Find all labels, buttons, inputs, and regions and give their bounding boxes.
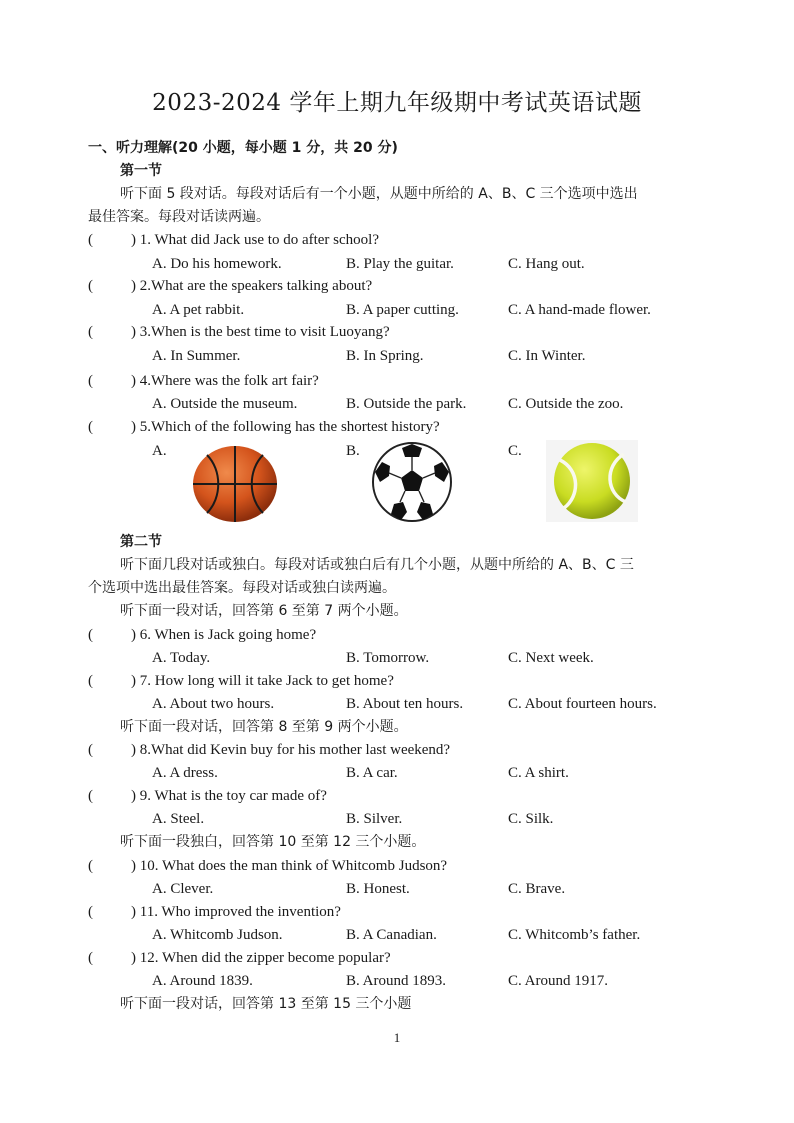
q12-option-b: B. Around 1893. [346,973,447,989]
q6-option-c: C. Next week. [508,650,594,666]
q4-option-b: B. Outside the park. [346,396,467,412]
q7-option-c: C. About fourteen hours. [508,696,657,712]
q11-option-a: A. Whitcomb Judson. [152,927,283,943]
q1-option-b: B. Play the guitar. [346,256,454,272]
q5-option-b: B. [346,443,360,459]
section2-instruction-line1: 听下面几段对话或独白。每段对话或独白后有几个小题，从题中所给的 A、B、C 三 [120,557,634,573]
answer-blank[interactable]: ( [88,324,93,340]
page-title: 2023-2024 学年上期九年级期中考试英语试题 [152,90,642,116]
q4-option-c: C. Outside the zoo. [508,396,624,412]
q1-option-c: C. Hang out. [508,256,585,272]
question-6: ) 6. When is Jack going home? [131,627,317,643]
q2-option-b: B. A paper cutting. [346,302,459,318]
question-8: ) 8.What did Kevin buy for his mother last weekend? [131,742,451,758]
q12-option-a: A. Around 1839. [152,973,253,989]
q1-option-a: A. Do his homework. [152,256,282,272]
part1-heading: 一、听力理解(20 小题，每小题 1 分，共 20 分) [88,140,398,156]
question-7: ) 7. How long will it take Jack to get home? [131,673,394,689]
soccer-ball-icon [370,440,454,524]
section2-instruction-line2: 个选项中选出最佳答案。每段对话或独白读两遍。 [88,580,396,596]
question-9: ) 9. What is the toy car made of? [131,788,327,804]
answer-blank[interactable]: ( [88,278,93,294]
q3-option-c: C. In Winter. [508,348,586,364]
q5-option-a: A. [152,443,167,459]
answer-blank[interactable]: ( [88,419,93,435]
q11-option-c: C. Whitcomb’s father. [508,927,641,943]
question-11: ) 11. Who improved the invention? [131,904,341,920]
page-number: 1 [393,1030,401,1045]
q9-option-b: B. Silver. [346,811,403,827]
section1-instruction-line1: 听下面 5 段对话。每段对话后有一个小题，从题中所给的 A、B、C 三个选项中选出 [120,186,638,202]
q10-option-a: A. Clever. [152,881,214,897]
directions-q6-7: 听下面一段对话，回答第 6 至第 7 两个小题。 [120,603,408,619]
q10-option-c: C. Brave. [508,881,566,897]
question-4: ) 4.Where was the folk art fair? [131,373,319,389]
section1-instruction-line2: 最佳答案。每段对话读两遍。 [88,209,270,225]
q6-option-a: A. Today. [152,650,211,666]
q8-option-a: A. A dress. [152,765,218,781]
q4-option-a: A. Outside the museum. [152,396,298,412]
question-3: ) 3.When is the best time to visit Luoyang? [131,324,390,340]
q10-option-b: B. Honest. [346,881,410,897]
q9-option-c: C. Silk. [508,811,554,827]
q9-option-a: A. Steel. [152,811,205,827]
answer-blank[interactable]: ( [88,950,93,966]
q12-option-c: C. Around 1917. [508,973,609,989]
q6-option-b: B. Tomorrow. [346,650,430,666]
q3-option-a: A. In Summer. [152,348,241,364]
directions-q8-9: 听下面一段对话，回答第 8 至第 9 两个小题。 [120,719,408,735]
question-12: ) 12. When did the zipper become popular? [131,950,391,966]
q8-option-c: C. A shirt. [508,765,569,781]
answer-blank[interactable]: ( [88,232,93,248]
basketball-icon [190,444,280,524]
q2-option-a: A. A pet rabbit. [152,302,245,318]
tennis-ball-icon [546,440,638,522]
answer-blank[interactable]: ( [88,673,93,689]
q11-option-b: B. A Canadian. [346,927,437,943]
q2-option-c: C. A hand-made flower. [508,302,651,318]
q3-option-b: B. In Spring. [346,348,424,364]
answer-blank[interactable]: ( [88,858,93,874]
question-5: ) 5.Which of the following has the shortest history? [131,419,440,435]
answer-blank[interactable]: ( [88,627,93,643]
answer-blank[interactable]: ( [88,904,93,920]
q7-option-a: A. About two hours. [152,696,275,712]
answer-blank[interactable]: ( [88,373,93,389]
directions-q10-12: 听下面一段独白，回答第 10 至第 12 三个小题。 [120,834,426,850]
directions-q13-15: 听下面一段对话，回答第 13 至第 15 三个小题 [120,996,412,1012]
q7-option-b: B. About ten hours. [346,696,464,712]
answer-blank[interactable]: ( [88,788,93,804]
q5-option-c: C. [508,443,522,459]
answer-blank[interactable]: ( [88,742,93,758]
q8-option-b: B. A car. [346,765,398,781]
question-1: ) 1. What did Jack use to do after school? [131,232,379,248]
question-2: ) 2.What are the speakers talking about? [131,278,373,294]
question-10: ) 10. What does the man think of Whitcomb Judson? [131,858,448,874]
section1-heading: 第一节 [120,163,162,179]
section2-heading: 第二节 [120,534,162,550]
